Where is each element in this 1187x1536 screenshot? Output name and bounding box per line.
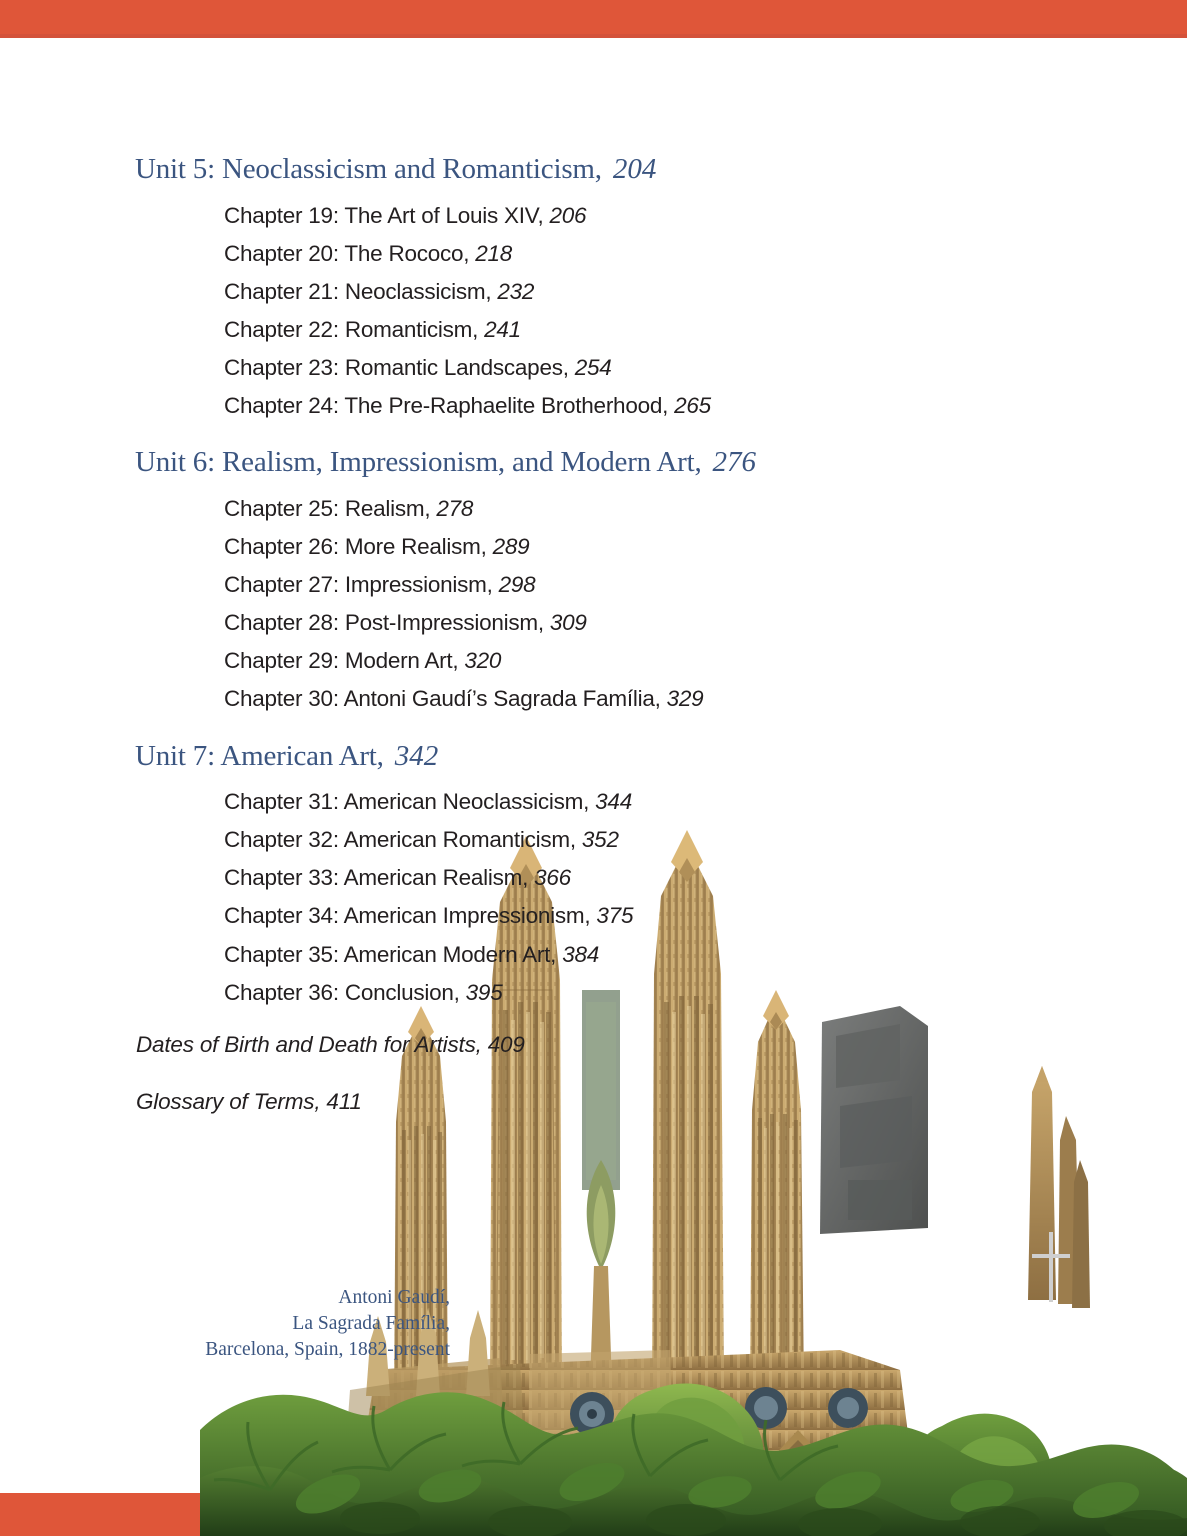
toc-chapter-24[interactable]: [224, 393, 711, 419]
toc-chapter-30-page: 329: [666, 686, 704, 711]
toc-chapter-28-page: 309: [549, 610, 587, 635]
toc-chapter-26-page: 289: [492, 534, 530, 559]
toc-chapter-36[interactable]: [224, 980, 502, 1006]
toc-chapter-33-page: 366: [534, 865, 571, 890]
toc-chapter-34[interactable]: [224, 903, 633, 929]
toc-chapter-33[interactable]: [224, 865, 571, 891]
toc-chapter-29-title: Chapter 29: Modern Art,: [224, 648, 459, 673]
toc-chapter-35-page: 384: [562, 942, 599, 967]
toc-chapter-28-title: Chapter 28: Post-Impressionism,: [224, 610, 544, 635]
toc-chapter-20-page: 218: [475, 241, 513, 266]
toc-chapter-22[interactable]: [224, 317, 521, 343]
unit-heading-6[interactable]: [135, 446, 756, 479]
toc-chapter-27-title: Chapter 27: Impressionism,: [224, 572, 493, 597]
toc-chapter-30[interactable]: [224, 686, 703, 712]
toc-chapter-31-page: 344: [595, 789, 632, 814]
central-pinnacle: [582, 990, 620, 1386]
unit-heading-5[interactable]: [135, 153, 656, 186]
toc-chapter-21-title: Chapter 21: Neoclassicism,: [224, 279, 492, 304]
toc-chapter-31[interactable]: [224, 789, 632, 815]
toc-chapter-24-title: Chapter 24: The Pre-Raphaelite Brotherhood,: [224, 393, 669, 418]
toc-chapter-26[interactable]: [224, 534, 529, 560]
toc-chapter-35-title: Chapter 35: American Modern Art,: [224, 942, 557, 967]
right-rear-spire: [1028, 1066, 1090, 1308]
toc-chapter-29-page: 320: [464, 648, 502, 673]
unit-heading-6-title: Unit 6: Realism, Impressionism, and Modern Art,: [135, 446, 702, 478]
toc-chapter-21[interactable]: [224, 279, 534, 305]
toc-chapter-23-title: Chapter 23: Romantic Landscapes,: [224, 355, 569, 380]
spire-right-tall: [652, 830, 724, 1386]
toc-chapter-21-page: 232: [497, 279, 535, 304]
toc-chapter-32-page: 352: [581, 827, 619, 852]
toc-chapter-19[interactable]: [224, 203, 586, 229]
sagrada-familia-photograph: [200, 830, 1187, 1536]
unit-heading-5-page: 204: [612, 153, 657, 185]
unit-heading-6-page: 276: [712, 446, 757, 478]
toc-chapter-20[interactable]: [224, 241, 512, 267]
toc-chapter-19-page: 206: [549, 203, 587, 228]
top-accent-bar-shadow: [0, 34, 1187, 38]
toc-chapter-34-title: Chapter 34: American Impressionism,: [224, 903, 591, 928]
toc-chapter-24-page: 265: [674, 393, 711, 418]
toc-glossary-of-terms[interactable]: Glossary of Terms, 411: [136, 1089, 362, 1114]
toc-chapter-22-page: 241: [484, 317, 521, 342]
toc-chapter-25-page: 278: [436, 496, 474, 521]
figure-caption: [205, 1285, 450, 1363]
toc-chapter-22-title: Chapter 22: Romanticism,: [224, 317, 479, 342]
scaffolding-block: [820, 1006, 928, 1234]
top-accent-bar: [0, 0, 1187, 38]
unit-heading-7[interactable]: [135, 740, 438, 773]
toc-chapter-32[interactable]: [224, 827, 619, 853]
unit-heading-5-title: Unit 5: Neoclassicism and Romanticism,: [135, 153, 602, 185]
unit-heading-7-page: 342: [394, 740, 439, 772]
toc-chapter-30-title: Chapter 30: Antoni Gaudí’s Sagrada Família,: [224, 686, 661, 711]
toc-chapter-27-page: 298: [498, 572, 536, 597]
toc-chapter-35[interactable]: [224, 942, 599, 968]
toc-chapter-29[interactable]: [224, 648, 501, 674]
figure-caption-line-2: La Sagrada Família,: [292, 1313, 450, 1334]
toc-chapter-34-page: 375: [596, 903, 634, 928]
toc-chapter-25-title: Chapter 25: Realism,: [224, 496, 431, 521]
toc-chapter-23[interactable]: [224, 355, 612, 381]
toc-chapter-36-title: Chapter 36: Conclusion,: [224, 980, 460, 1005]
figure-caption-line-3: Barcelona, Spain, 1882-present: [205, 1339, 450, 1360]
toc-chapter-20-title: Chapter 20: The Rococo,: [224, 241, 470, 266]
toc-chapter-27[interactable]: [224, 572, 535, 598]
toc-chapter-23-page: 254: [574, 355, 612, 380]
toc-dates-of-birth-and-death[interactable]: Dates of Birth and Death for Artists, 409: [136, 1032, 525, 1057]
toc-chapter-32-title: Chapter 32: American Romanticism,: [224, 827, 576, 852]
figure-caption-line-1: Antoni Gaudí,: [338, 1287, 450, 1308]
toc-chapter-31-title: Chapter 31: American Neoclassicism,: [224, 789, 590, 814]
spire-far-right: [750, 990, 804, 1388]
toc-chapter-33-title: Chapter 33: American Realism,: [224, 865, 529, 890]
unit-heading-7-title: Unit 7: American Art,: [135, 740, 384, 772]
toc-chapter-19-title: Chapter 19: The Art of Louis XIV,: [224, 203, 544, 228]
toc-chapter-26-title: Chapter 26: More Realism,: [224, 534, 487, 559]
toc-chapter-25[interactable]: [224, 496, 473, 522]
toc-chapter-28[interactable]: [224, 610, 587, 636]
toc-chapter-36-page: 395: [465, 980, 503, 1005]
